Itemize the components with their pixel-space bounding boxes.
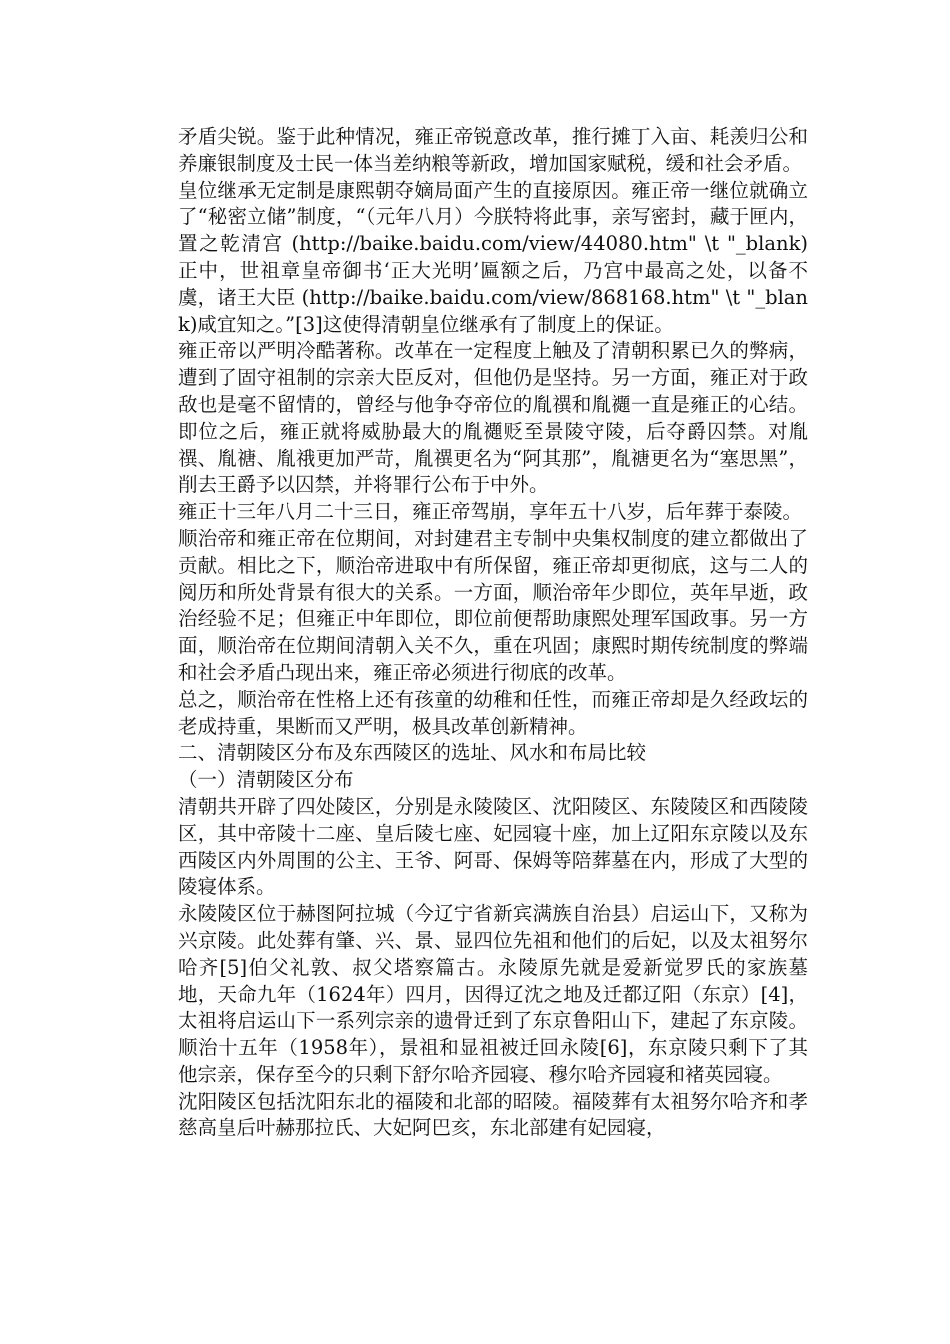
paragraph-comparison: 顺治帝和雍正帝在位期间，对封建君主专制中央集权制度的建立都做出了贡献。相比之下，顺治帝进取中有所保留，雍正帝却更彻底，这与二人的阅历和所处背景有很大的关系。一方面，顺治帝年少即位，英年早逝，政治经验不足；但雍正中年即位，即位前便帮助康熙处理军国政事。另一方面，顺治帝在位期间清朝入关不久，重在巩固；康熙时期传统制度的弊端和社会矛盾凸现出来，雍正帝必须进行彻底的改革。 [178,526,808,684]
paragraph-succession: 皇位继承无定制是康熙朝夺嫡局面产生的直接原因。雍正帝一继位就确立了“秘密立储”制度，“（元年八月）今朕特将此事，亲写密封，藏于匣内，置之乾清宫 (http://baike.baidu.com/view/44080.htm" \t "_blank)正中，世祖章皇帝御书‘正大光明’匾额之后，乃宫中最高之处，以备不虞，诸王大臣 (http://baike.baidu.com/view/868168.htm" \t "_blank)咸宜知之。”[3]这使得清朝皇位继承有了制度上的保证。 [178,178,808,336]
paragraph-tax-reform: 矛盾尖锐。鉴于此种情况，雍正帝锐意改革，推行摊丁入亩、耗羡归公和养廉银制度及士民一体当差纳粮等新政，增加国家赋税，缓和社会矛盾。 [178,125,808,175]
paragraph-tomb-districts: 清朝共开辟了四处陵区，分别是永陵陵区、沈阳陵区、东陵陵区和西陵陵区，其中帝陵十二座、皇后陵七座、妃园寝十座，加上辽阳东京陵以及东西陵区内外周围的公主、王爷、阿哥、保姆等陪葬墓在内，形成了大型的陵寝体系。 [178,794,808,899]
paragraph-conclusion: 总之，顺治帝在性格上还有孩童的幼稚和任性，而雍正帝却是久经政坛的老成持重，果断而又严明，极具改革创新精神。 [178,687,808,738]
document-page [178,124,808,1142]
subsection-heading: （一）清朝陵区分布 [178,768,354,792]
paragraph-yongzheng-death: 雍正十三年八月二十三日，雍正帝驾崩，享年五十八岁，后年葬于泰陵。 [178,500,803,524]
paragraph-yongling: 永陵陵区位于赫图阿拉城（今辽宁省新宾满族自治县）启运山下，又称为兴京陵。此处葬有肇、兴、景、显四位先祖和他们的后妃，以及太祖努尔哈齐[5]伯父礼敦、叔父塔察篇古。永陵原先就是爱新觉罗氏的家族墓地，天命九年（1624年）四月，因得辽沈之地及迁都辽阳（东京）[4]，太祖将启运山下一系列宗亲的遗骨迁到了东京鲁阳山下，建起了东京陵。顺治十五年（1958年），景祖和显祖被迁回永陵[6]，东京陵只剩下了其他宗亲，保存至今的只剩下舒尔哈齐园寝、穆尔哈齐园寝和褚英园寝。 [178,902,808,1086]
paragraph-yongzheng-character: 雍正帝以严明冷酷著称。改革在一定程度上触及了清朝积累已久的弊病，遭到了固守祖制的宗亲大臣反对，但他仍是坚持。另一方面，雍正对于政敌也是毫不留情的，曾经与他争夺帝位的胤禩和胤禵一直是雍正的心结。即位之后，雍正就将威胁最大的胤禵贬至景陵守陵，后夺爵囚禁。对胤禩、胤禟、胤䄉更加严苛，胤禩更名为“阿其那”，胤禟更名为“塞思黑”，削去王爵予以囚禁，并将罪行公布于中外。 [178,339,808,497]
paragraph-shenyang: 沈阳陵区包括沈阳东北的福陵和北部的昭陵。福陵葬有太祖努尔哈齐和孝慈高皇后叶赫那拉氏、大妃阿巴亥，东北部建有妃园寝， [178,1089,808,1140]
section-heading: 二、清朝陵区分布及东西陵区的选址、风水和布局比较 [178,741,647,765]
